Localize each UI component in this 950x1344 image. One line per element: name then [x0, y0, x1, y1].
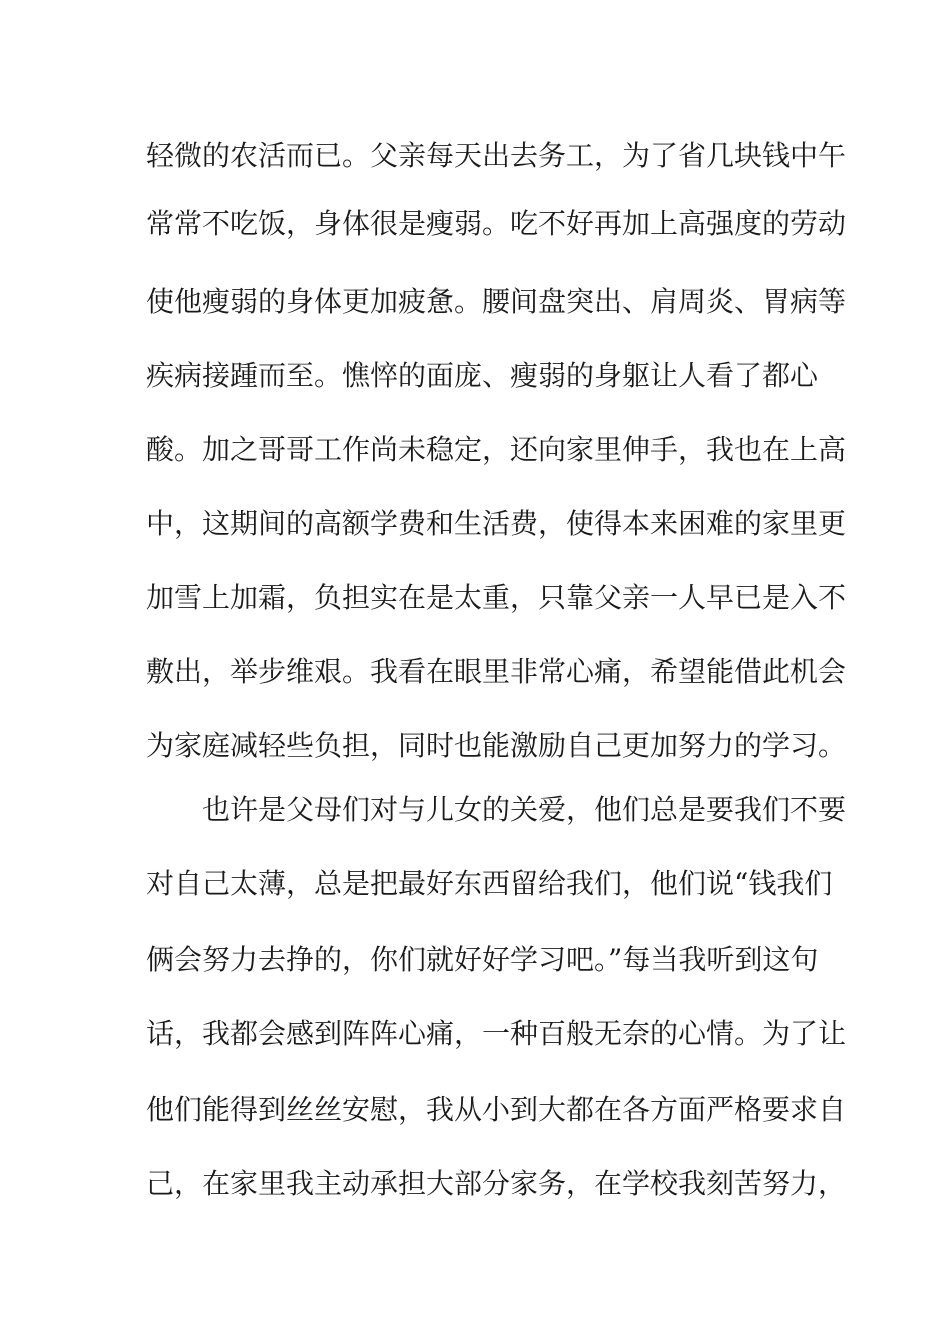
text-line: 轻微的农活而已。父亲每天出去务工，为了省几块钱中午: [146, 139, 847, 172]
text-line: 疾病接踵而至。憔悴的面庞、瘦弱的身躯让人看了都心: [146, 359, 819, 392]
text-line: 中，这期间的高额学费和生活费，使得本来困难的家里更: [146, 507, 847, 540]
text-line: 常常不吃饭，身体很是瘦弱。吃不好再加上高强度的劳动: [146, 207, 847, 240]
text-line: 对自己太薄，总是把最好东西留给我们，他们说“钱我们: [146, 867, 833, 900]
text-line: 酸。加之哥哥工作尚未稳定，还向家里伸手，我也在上高: [146, 433, 847, 466]
paragraph-start-line: 也许是父母们对与儿女的关爱，他们总是要我们不要: [146, 793, 847, 826]
text-line: 他们能得到丝丝安慰，我从小到大都在各方面严格要求自: [146, 1093, 847, 1126]
text-line: 使他瘦弱的身体更加疲惫。腰间盘突出、肩周炎、胃病等: [146, 285, 847, 318]
text-line: 话，我都会感到阵阵心痛，一种百般无奈的心情。为了让: [146, 1017, 847, 1050]
text-line: 为家庭减轻些负担，同时也能激励自己更加努力的学习。: [146, 729, 847, 762]
text-line: 俩会努力去挣的，你们就好好学习吧。”每当我听到这句: [146, 943, 819, 976]
text-line: 己，在家里我主动承担大部分家务，在学校我刻苦努力，: [146, 1167, 847, 1200]
text-line: 加雪上加霜，负担实在是太重，只靠父亲一人早已是入不: [146, 581, 847, 614]
text-line: 敷出，举步维艰。我看在眼里非常心痛，希望能借此机会: [146, 655, 847, 688]
